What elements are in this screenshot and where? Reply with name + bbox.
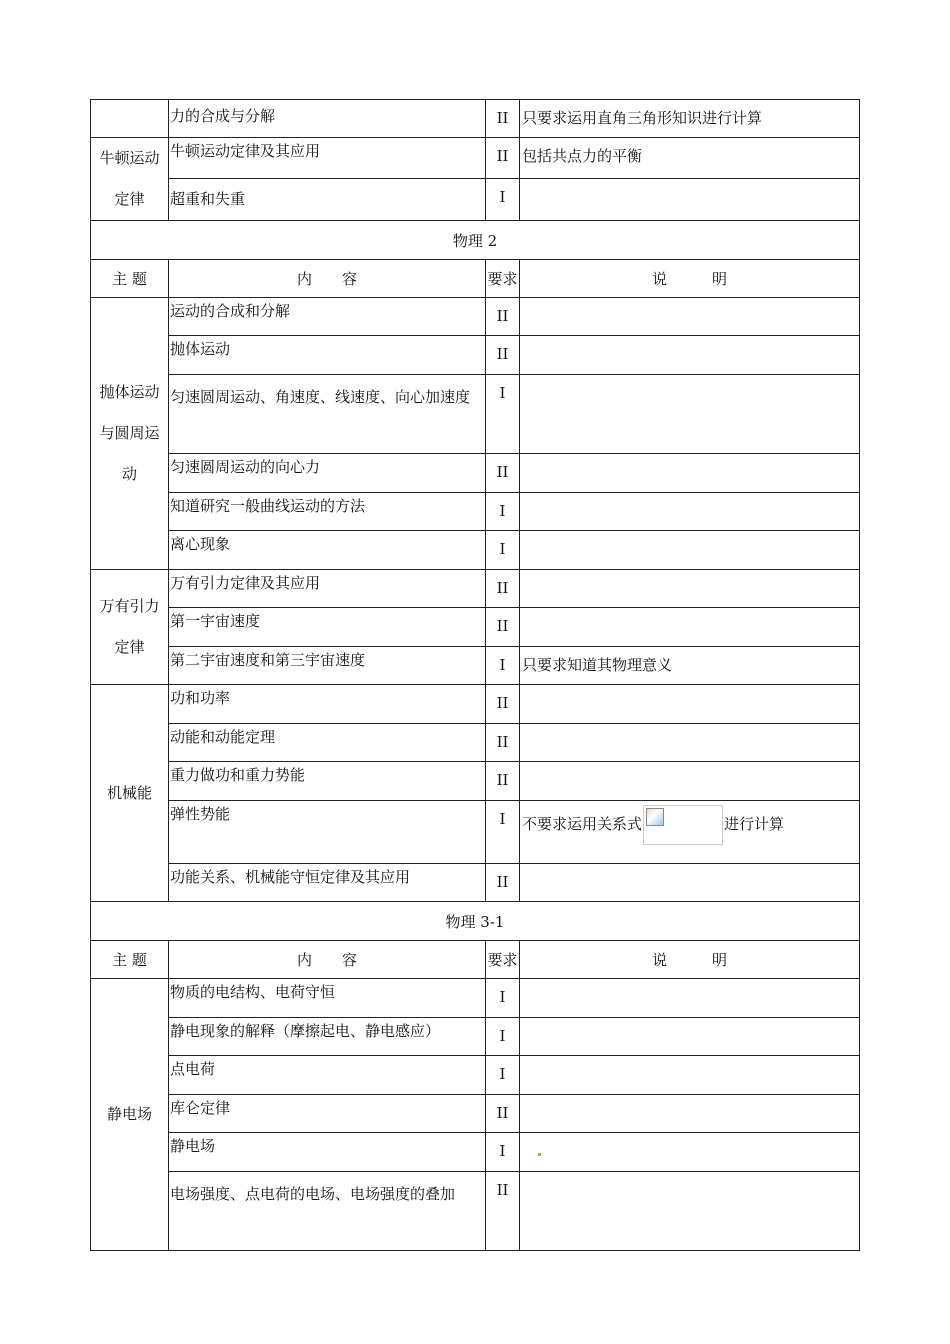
requirement-cell: I [486, 647, 520, 685]
content-cell: 功和功率 [170, 689, 231, 707]
requirement-cell: II [486, 570, 520, 608]
table-row [91, 298, 860, 336]
content-cell: 动能和动能定理 [170, 728, 276, 746]
header-row [91, 260, 860, 298]
content-cell: 功能关系、机械能守恒定律及其应用 [170, 868, 411, 886]
requirement-cell: II [486, 298, 520, 336]
header-content: 内 容 [169, 941, 486, 979]
note-cell [520, 608, 860, 647]
table-row [91, 493, 860, 531]
section-row [91, 902, 860, 941]
note-cell [520, 1172, 860, 1251]
content-cell: 抛体运动 [170, 340, 231, 358]
note-cell [520, 570, 860, 608]
note-cell [520, 336, 860, 375]
note-cell [520, 1018, 860, 1056]
requirement-cell: II [486, 336, 520, 375]
header-row [91, 941, 860, 979]
requirement-cell: II [486, 724, 520, 762]
topic-cell: 机械能 [91, 685, 169, 902]
section-title: 物理 3-1 [91, 902, 860, 941]
topic-cell: 静电场 [91, 979, 169, 1251]
requirement-cell: II [486, 454, 520, 493]
content-cell: 弹性势能 [170, 805, 231, 823]
requirement-cell: I [486, 531, 520, 570]
note-cell: 只要求知道其物理意义 [520, 647, 860, 685]
table-row [91, 1018, 860, 1056]
note-cell [520, 531, 860, 570]
table-row [91, 979, 860, 1018]
requirement-cell: II [486, 762, 520, 801]
topic-cell: 牛顿运动定律 [91, 138, 169, 221]
header-topic: 主 题 [91, 260, 169, 298]
table-row [91, 1095, 860, 1133]
table-row [91, 1056, 860, 1095]
content-cell: 力的合成与分解 [170, 107, 276, 125]
requirement-cell: II [486, 1172, 520, 1251]
stray-mark [538, 1153, 541, 1156]
table-row [91, 647, 860, 685]
table-row [91, 1172, 860, 1251]
note-cell [520, 178, 860, 220]
requirement-cell: I [486, 1133, 520, 1172]
note-cell [520, 493, 860, 531]
requirement-cell: I [486, 1056, 520, 1095]
table-row [91, 454, 860, 493]
topic-cell-empty [91, 100, 169, 138]
note-cell [520, 298, 860, 336]
note-cell [520, 979, 860, 1018]
topic-cell: 抛体运动与圆周运动 [91, 298, 169, 570]
content-cell: 重力做功和重力势能 [170, 766, 306, 784]
table-row [91, 138, 860, 179]
topic-cell: 万有引力定律 [91, 570, 169, 685]
content-cell: 电场强度、点电荷的电场、电场强度的叠加 [170, 1185, 456, 1203]
content-cell: 点电荷 [170, 1060, 216, 1078]
table-row [91, 608, 860, 647]
header-note: 说 明 [520, 260, 860, 298]
content-cell: 匀速圆周运动的向心力 [170, 458, 321, 476]
table-row [91, 531, 860, 570]
header-requirement: 要求 [486, 941, 520, 979]
note-text-after: 进行计算 [724, 815, 785, 833]
requirement-cell: I [486, 493, 520, 531]
note-cell: 包括共点力的平衡 [520, 138, 860, 179]
note-cell: 只要求运用直角三角形知识进行计算 [520, 100, 860, 138]
table-row [91, 178, 860, 220]
requirement-cell: II [486, 138, 520, 179]
syllabus-table [90, 99, 860, 1251]
header-topic: 主 题 [91, 941, 169, 979]
requirement-cell: II [486, 608, 520, 647]
content-cell: 离心现象 [170, 535, 231, 553]
table-row [91, 375, 860, 454]
table-row [91, 1133, 860, 1172]
content-cell: 运动的合成和分解 [170, 302, 291, 320]
note-cell [520, 454, 860, 493]
note-cell [520, 864, 860, 902]
note-cell [520, 375, 860, 454]
note-cell [520, 762, 860, 801]
table-row [91, 336, 860, 375]
content-cell: 物质的电结构、电荷守恒 [170, 983, 336, 1001]
section-title: 物理 2 [91, 221, 860, 260]
note-text-before: 不要求运用关系式 [522, 815, 643, 833]
header-requirement: 要求 [486, 260, 520, 298]
note-cell [520, 1133, 860, 1172]
note-cell [520, 1095, 860, 1133]
note-cell [520, 801, 860, 864]
note-cell [520, 685, 860, 724]
requirement-cell: I [486, 979, 520, 1018]
content-cell: 超重和失重 [170, 189, 246, 208]
requirement-cell: I [486, 1018, 520, 1056]
broken-image-icon [646, 808, 664, 826]
table-row [91, 685, 860, 724]
content-cell: 静电现象的解释（摩擦起电、静电感应） [170, 1022, 441, 1040]
content-cell: 知道研究一般曲线运动的方法 [170, 497, 366, 515]
requirement-cell: I [486, 801, 520, 864]
header-note: 说 明 [520, 941, 860, 979]
requirement-cell: II [486, 1095, 520, 1133]
content-cell: 牛顿运动定律及其应用 [170, 142, 321, 160]
content-cell: 静电场 [170, 1137, 216, 1155]
table-row [91, 801, 860, 864]
content-cell: 第一宇宙速度 [170, 612, 261, 630]
requirement-cell: II [486, 685, 520, 724]
table-row [91, 864, 860, 902]
content-cell: 匀速圆周运动、角速度、线速度、向心加速度 [170, 388, 471, 406]
section-row [91, 221, 860, 260]
content-cell: 库仑定律 [170, 1099, 231, 1117]
table-row [91, 570, 860, 608]
note-cell [520, 1056, 860, 1095]
requirement-cell: I [486, 375, 520, 454]
table-row [91, 762, 860, 801]
content-cell: 第二宇宙速度和第三宇宙速度 [170, 651, 366, 669]
content-cell: 万有引力定律及其应用 [170, 574, 321, 592]
formula-image-placeholder [643, 805, 723, 845]
table-row [91, 100, 860, 138]
requirement-cell: II [486, 100, 520, 138]
requirement-cell: I [486, 178, 520, 220]
note-cell [520, 724, 860, 762]
table-row [91, 724, 860, 762]
header-content: 内 容 [169, 260, 486, 298]
requirement-cell: II [486, 864, 520, 902]
